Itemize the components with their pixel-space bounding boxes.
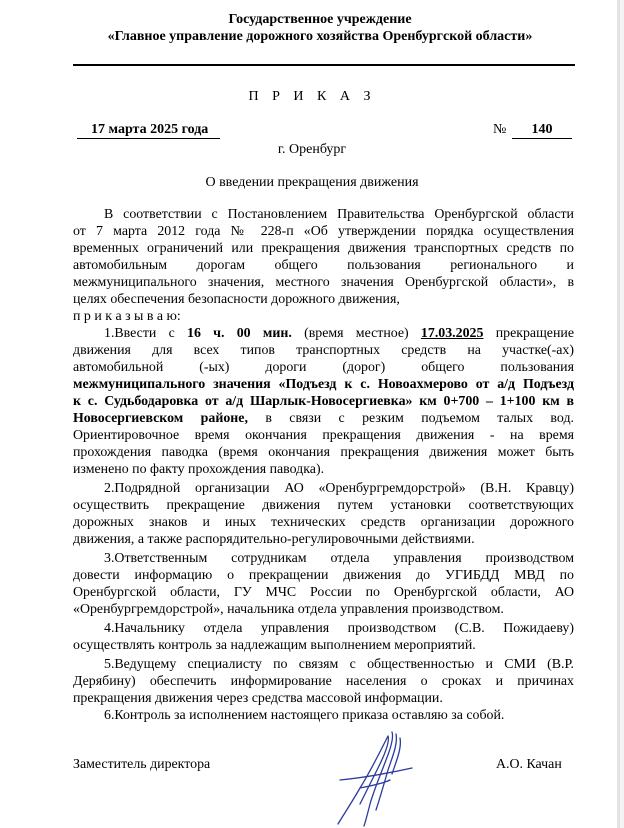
organization-line-1: Государственное учреждение bbox=[228, 12, 412, 27]
paragraph-3-line: Оренбургской области, ГУ МЧС России по Оренбургской области, АО bbox=[73, 585, 574, 600]
handwritten-signature bbox=[330, 728, 420, 828]
order-title: П Р И К А З bbox=[248, 89, 376, 104]
p1-text: 1.Ввести с bbox=[104, 326, 188, 341]
intro-line: временных ограничений или прекращения движения транспортных средств по bbox=[73, 241, 574, 256]
paragraph-3-line: довести информацию о прекращении движения до УГИБДД МВД по bbox=[73, 568, 574, 583]
paragraph-5-line: 5.Ведущему специалисту по связям с общественностью и СМИ (В.Р. bbox=[104, 657, 574, 672]
paragraph-1-line: прохождения паводка (время окончания прекращения движения может быть bbox=[73, 445, 574, 460]
intro-line: автомобильным дорогам общего пользования регионального и bbox=[73, 258, 574, 273]
paragraph-1-road: межмуниципального значения «Подъезд к с. Новоахмерово от а/д Подъезд bbox=[73, 377, 574, 392]
paragraph-5-line: Дерябину) обеспечить информирование населения о сроках и причинах bbox=[73, 674, 574, 689]
intro-line: от 7 марта 2012 года № 228-п «Об утверждении порядка осуществления bbox=[73, 224, 574, 239]
order-number-label: № bbox=[493, 122, 507, 137]
paragraph-1-line: автомобильной (-ых) дороги (дорог) общего пользования bbox=[73, 360, 574, 375]
paragraph-2-line: 2.Подрядной организации АО «Оренбургремдорстрой» (В.Н. Кравцу) bbox=[104, 481, 574, 496]
paragraph-2-line: движения, а также распорядительно-регулировочными действиями. bbox=[73, 532, 475, 547]
page-edge-outer bbox=[620, 0, 624, 828]
order-city: г. Оренбург bbox=[277, 142, 347, 157]
intro-line: целях обеспечения безопасности дорожного движения, bbox=[73, 292, 400, 307]
signatory-name: А.О. Качан bbox=[496, 757, 562, 772]
p1-district: Новосергиевском районе, bbox=[73, 411, 248, 426]
paragraph-1-road: к с. Судьбодаровка от а/д Шарлык-Новосергиевка» км 0+700 – 1+100 км в bbox=[73, 394, 574, 409]
paragraph-3-line: 3.Ответственным сотрудникам отдела управления производством bbox=[104, 551, 574, 566]
paragraph-4-line: осуществлять контроль за надлежащим выполнением мероприятий. bbox=[73, 638, 476, 653]
paragraph-4-line: 4.Начальнику отдела управления производством (С.В. Пожидаеву) bbox=[104, 621, 574, 636]
prikazyvayu: п р и к а з ы в а ю: bbox=[73, 309, 181, 324]
signatory-position: Заместитель директора bbox=[73, 757, 211, 772]
paragraph-1-line bbox=[73, 325, 574, 342]
paragraph-1-line: движения для всех типов транспортных средств на участке(-ах) bbox=[73, 343, 574, 358]
paragraph-2-line: дорожных знаков и иных технических средств организации дорожного bbox=[73, 515, 574, 530]
paragraph-2-line: осуществить прекращение движения путем установки соответствующих bbox=[73, 498, 574, 513]
order-date: 17 марта 2025 года bbox=[77, 121, 220, 139]
p1-text: (время местное) bbox=[291, 326, 421, 341]
order-number: 140 bbox=[512, 121, 572, 139]
p1-text: прекращение bbox=[483, 326, 574, 341]
paragraph-1-line: Ориентировочное время окончания прекращения движения - на время bbox=[73, 428, 574, 443]
order-subject: О введении прекращения движения bbox=[205, 175, 419, 190]
p1-text: в связи с резким подъемом талых вод. bbox=[247, 411, 574, 426]
paragraph-1-line bbox=[73, 410, 574, 427]
p1-time: 16 ч. 00 мин. bbox=[187, 326, 292, 341]
organization-line-2: «Главное управление дорожного хозяйства Оренбургской области» bbox=[107, 29, 533, 44]
intro-line: межмуниципального значения, местного значения Оренбургской области», в bbox=[73, 275, 574, 290]
paragraph-1-line: изменено по факту прохождения паводка). bbox=[73, 462, 325, 477]
paragraph-5-line: прекращения движения через средства массовой информации. bbox=[73, 691, 443, 706]
paragraph-3-line: «Оренбургремдорстрой», начальника отдела управления производством. bbox=[73, 602, 504, 617]
intro-line: В соответствии с Постановлением Правительства Оренбургской области bbox=[104, 207, 574, 222]
header-divider bbox=[73, 64, 575, 66]
paragraph-6-line: 6.Контроль за исполнением настоящего приказа оставляю за собой. bbox=[104, 708, 505, 723]
p1-date: 17.03.2025 bbox=[420, 326, 484, 341]
